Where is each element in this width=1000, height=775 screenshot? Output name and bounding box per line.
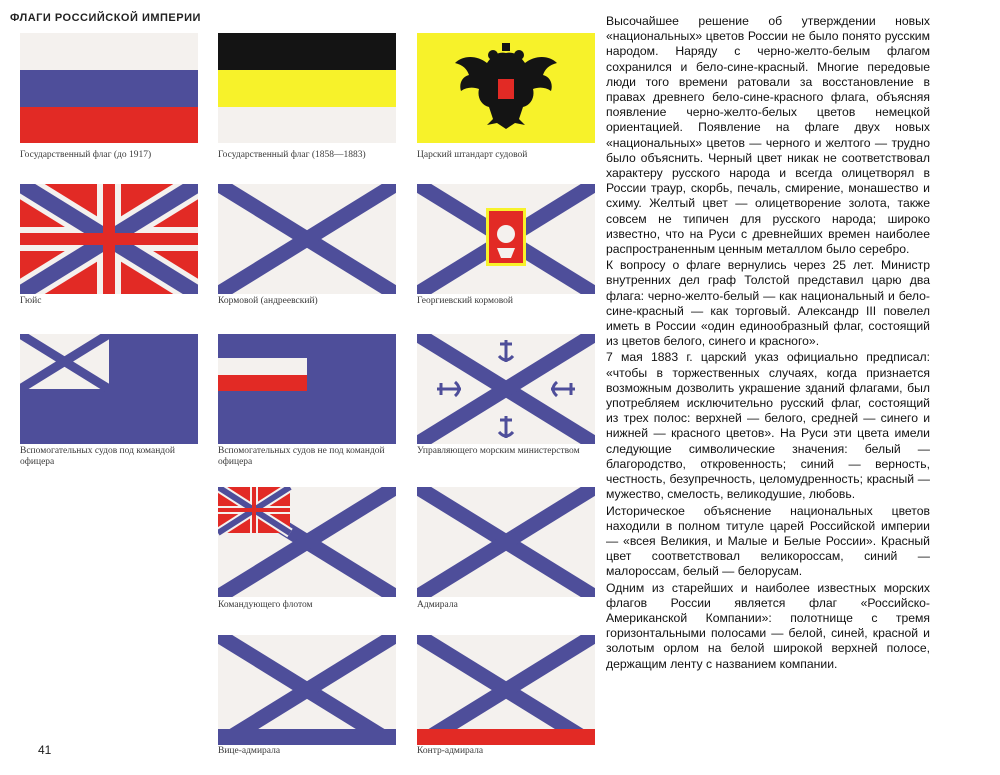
caption-rear-admiral: Контр-адмирала <box>417 746 484 756</box>
paragraph-2: К вопросу о флаге вернулись через 25 лет. Министр внутренних дел граф Толстой представил царю два флага: черно-желто-белый — как национальный и бело-сине-красный — как торговый. Александр III повелел иметь в России «один единообразный флаг, состоящий из цветов белого, синего и красного». <box>606 258 930 349</box>
paragraph-4: Историческое объяснение национальных цветов находили в полном титуле царей Российской империи — «всея Великия, и Малые и Белые России». Красный цвет соответствовал великороссам, синий — малороссам, белый — белорусам. <box>606 503 930 579</box>
flag-state-1917 <box>20 33 198 143</box>
caption-state-1858: Государственный флаг (1858—1883) <box>218 150 366 160</box>
caption-aux-officer: Вспомогательных судов под командой офицера <box>20 446 175 467</box>
page-number: 41 <box>38 743 52 757</box>
flag-fleet-commander <box>218 487 396 597</box>
paragraph-5: Одним из старейших и наиболее известных морских флагов России является флаг «Российско-Американской Компании»: полотнище с тремя горизонтальными полосами — белой, синей, красной и золотым орлом на белой широкой верхней полосе, держащим ленту с названием компании. <box>606 580 930 671</box>
caption-fleet-commander: Командующего флотом <box>218 600 313 610</box>
flag-jack <box>20 184 198 294</box>
body-text <box>606 14 930 673</box>
paragraph-1: Высочайшее решение об утверждении новых «национальных» цветов России не было понято русским народом. Наряду с черно-желто-белым флагом сохранился и бело-сине-красный. Многие передовые люди того времени ратовали за восстановление в правах древнего бело-сине-красного флага, объясняя появление черно-желто-белых цветов немецкой ориентацией. Появление на флаге двух новых «национальных» цветов — черного и желтого — трудно было объяснить. Черный цвет никак не соответствовал характеру русского народа и всегда олицетворял в России траур, скорбь, печаль, смирение, монашество и схиму. Желтый цвет — олицетворение золота, также совсем не типичен для русского народа; широко известно, что на Руси с древнейших времен наиболее распространенным ценным металлом было серебро. <box>606 14 930 257</box>
caption-state-1917: Государственный флаг (до 1917) <box>20 150 152 160</box>
flag-georgievsky <box>417 184 595 294</box>
caption-stern: Кормовой (андреевский) <box>218 296 318 306</box>
flag-rear-admiral <box>417 635 595 745</box>
flag-state-1858 <box>218 33 396 143</box>
flag-stern <box>218 184 396 294</box>
page-title: ФЛАГИ РОССИЙСКОЙ ИМПЕРИИ <box>10 12 201 24</box>
flag-vice-admiral <box>218 635 396 745</box>
flag-aux-no-officer <box>218 334 396 444</box>
caption-admiral: Адмирала <box>417 600 458 610</box>
flag-admiral <box>417 487 595 597</box>
caption-naval-ministry: Управляющего морским министерством <box>417 446 580 456</box>
caption-georgievsky: Георгиевский кормовой <box>417 296 513 306</box>
flag-aux-officer <box>20 334 198 444</box>
flag-naval-ministry <box>417 334 595 444</box>
caption-aux-no-officer: Вспомогательных судов не под командой офицера <box>218 446 385 467</box>
paragraph-3: 7 мая 1883 г. царский указ официально предписал: «чтобы в торжественных случаях, когда признается возможным дозволить украшение зданий флагами, был употребляем исключительно русский флаг, состоящий из трех полос: верхней — белого, средней — синего и нижней — красного цветов». На Руси эти цвета имели следующие символические значения: белый — благородство, откровенность; синий — верность, честность, безупречность, целомудренность; красный — мужество, смелость, великодушие, любовь. <box>606 350 930 502</box>
caption-tsar-standard: Царский штандарт судовой <box>417 150 528 160</box>
flag-tsar-standard <box>417 33 595 143</box>
caption-jack: Гюйс <box>20 296 42 306</box>
caption-vice-admiral: Вице-адмирала <box>218 746 281 756</box>
